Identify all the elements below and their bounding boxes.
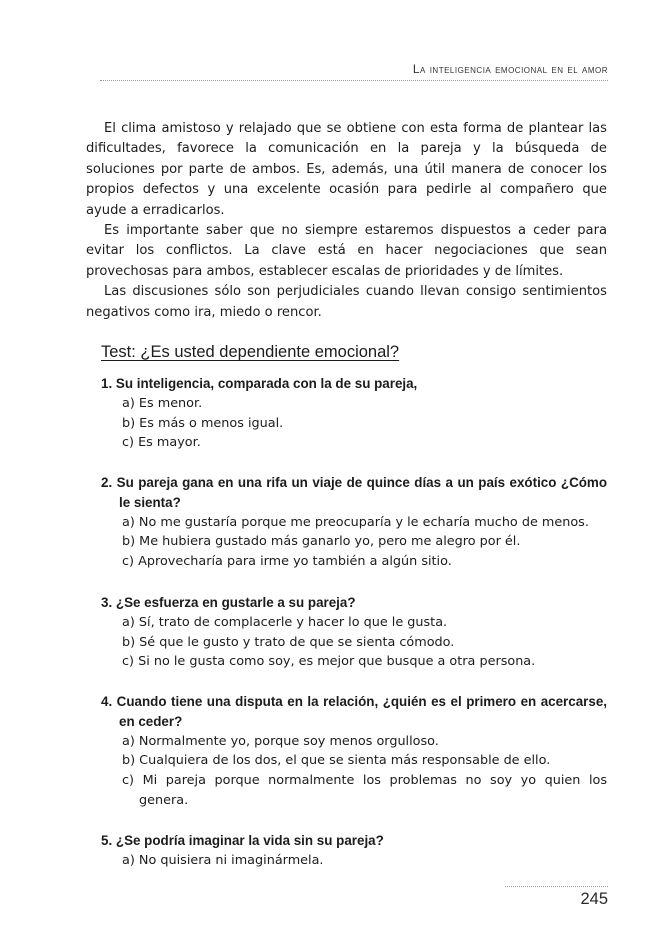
- question-5: [101, 831, 607, 871]
- page-number: 245: [580, 890, 608, 908]
- paragraph: Es importante saber que no siempre estaremos dispuestos a ceder para evitar los conflictos. La clave está en hacer negociaciones que sean provechosas para ambos, establecer escalas de prioridades y de límites.: [86, 223, 607, 279]
- answer-option: b) Sé que le gusto y trato de que se sienta cómodo.: [122, 634, 455, 650]
- running-header: La inteligencia emocional en el amor: [412, 62, 608, 76]
- header-divider: [100, 80, 608, 81]
- question-3: [101, 593, 607, 672]
- question-2: [101, 473, 607, 572]
- paragraph: Las discusiones sólo son perjudiciales cuando llevan consigo sentimientos negativos como ira, miedo o rencor.: [86, 284, 607, 320]
- question-text: 5. ¿Se podría imaginar la vida sin su pareja?: [101, 833, 384, 848]
- answer-option: c) Aprovecharía para irme yo también a algún sitio.: [122, 554, 452, 570]
- question-1: [101, 374, 607, 453]
- question-text: 2. Su pareja gana en una rifa un viaje de quince días a un país exótico ¿Cómo le sienta?: [101, 475, 607, 510]
- question-text: 4. Cuando tiene una disputa en la relación, ¿quién es el primero en acercarse, en ceder?: [101, 694, 607, 729]
- test-title: Test: ¿Es usted dependiente emocional?: [101, 343, 400, 361]
- answer-option: c) Si no le gusta como soy, es mejor que busque a otra persona.: [122, 654, 536, 670]
- question-text: 1. Su inteligencia, comparada con la de su pareja,: [101, 376, 418, 391]
- answer-option: a) No me gustaría porque me preocuparía y le echaría mucho de menos.: [122, 514, 589, 530]
- answer-option: b) Es más o menos igual.: [122, 415, 284, 431]
- question-4: [101, 692, 607, 811]
- paragraph: El clima amistoso y relajado que se obtiene con esta forma de plantear las dificultades, favorece la comunicación en la pareja y la búsqueda de soluciones por parte de ambos. Es, además, una útil manera de conocer los propios defectos y una excelente ocasión para pedirle al compañero que ayude a erradicarlos.: [86, 121, 607, 218]
- body-text: [86, 119, 607, 323]
- answer-option: a) Es menor.: [122, 395, 203, 411]
- answer-option: b) Me hubiera gustado más ganarlo yo, pero me alegro por él.: [122, 534, 521, 550]
- answer-option: c) Mi pareja porque normalmente los problemas no soy yo quien los genera.: [122, 773, 607, 808]
- footer-divider: [505, 886, 608, 887]
- question-text: 3. ¿Se esfuerza en gustarle a su pareja?: [101, 595, 356, 610]
- answer-option: a) Sí, trato de complacerle y hacer lo que le gusta.: [122, 614, 448, 630]
- answer-option: a) No quisiera ni imaginármela.: [122, 852, 324, 868]
- answer-option: b) Cualquiera de los dos, el que se sienta más responsable de ello.: [122, 753, 551, 769]
- answer-option: a) Normalmente yo, porque soy menos orgulloso.: [122, 733, 439, 749]
- answer-option: c) Es mayor.: [122, 435, 201, 451]
